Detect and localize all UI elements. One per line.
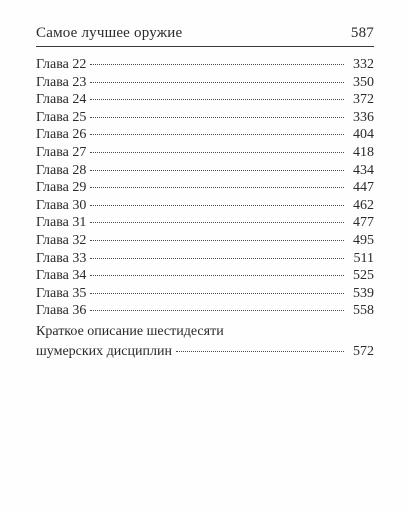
toc-entry (36, 74, 374, 92)
toc-entry-page: 539 (353, 285, 374, 301)
toc-entry-page: 332 (353, 57, 374, 72)
toc-entry (36, 285, 374, 303)
toc-entry-page: 462 (353, 197, 374, 213)
toc-entry (36, 232, 374, 250)
dot-leader (90, 152, 344, 153)
toc-final-entry-line2 (36, 343, 374, 363)
toc-entry-label: Глава 30 (36, 197, 87, 213)
toc-final-entry-line1 (36, 323, 374, 343)
toc-entry-label: Глава 34 (36, 268, 87, 284)
toc-entry-label: Глава 33 (36, 250, 87, 266)
dot-leader (90, 240, 344, 241)
toc-entry-label: Глава 32 (36, 232, 87, 248)
toc-entry-page: 572 (353, 343, 374, 359)
toc-entry-label: Глава 28 (36, 162, 87, 178)
dot-leader (90, 134, 344, 135)
dot-leader (90, 82, 344, 83)
dot-leader (90, 222, 344, 223)
toc-entry-page: 477 (353, 215, 374, 231)
toc-entry-page: 336 (353, 109, 374, 125)
toc-entry (36, 109, 374, 127)
toc-entry (36, 144, 374, 162)
dot-leader (90, 310, 344, 311)
toc-entry-label: Глава 24 (36, 92, 87, 108)
toc-entry-page: 434 (353, 162, 374, 178)
toc-entry (36, 179, 374, 197)
toc-entry-label: Глава 36 (36, 303, 87, 319)
toc-entry-page: 525 (353, 268, 374, 284)
toc-entry (36, 126, 374, 144)
toc-entry-page: 511 (353, 250, 374, 266)
dot-leader (90, 117, 344, 118)
toc-entry-label: Глава 26 (36, 127, 87, 143)
dot-leader (90, 258, 344, 259)
toc-entry (36, 197, 374, 215)
toc-entry (36, 214, 374, 232)
dot-leader (90, 64, 344, 65)
toc-entry-label: Глава 23 (36, 74, 87, 90)
toc-entry (36, 267, 374, 285)
toc-entry-label: Глава 35 (36, 285, 87, 301)
book-title: Самое лучшее оружие (36, 25, 183, 41)
table-of-contents (36, 56, 374, 363)
toc-entry-page: 558 (353, 303, 374, 319)
toc-entry (36, 56, 374, 74)
toc-entry-page: 350 (353, 74, 374, 90)
toc-entry-page: 447 (353, 180, 374, 196)
toc-entry-label: Глава 25 (36, 109, 87, 125)
toc-entry-label: Глава 29 (36, 180, 87, 196)
toc-entry-page: 404 (353, 127, 374, 143)
dot-leader (90, 99, 344, 100)
toc-entry (36, 302, 374, 320)
dot-leader (90, 170, 344, 171)
dot-leader (90, 205, 344, 206)
toc-entry-label: Глава 31 (36, 215, 87, 231)
dot-leader (90, 187, 344, 188)
toc-entry-page: 418 (353, 144, 374, 160)
toc-entry-label: Глава 22 (36, 57, 87, 72)
toc-entry-page: 372 (353, 92, 374, 108)
toc-entry (36, 162, 374, 180)
dot-leader (90, 275, 344, 276)
dot-leader (90, 293, 344, 294)
dot-leader (176, 351, 344, 352)
running-header (36, 20, 374, 47)
toc-entry-page: 495 (353, 232, 374, 248)
toc-entry (36, 250, 374, 268)
toc-entry-label-continuation: шумерских дисциплин (36, 343, 172, 359)
toc-entry-label: Глава 27 (36, 144, 87, 160)
page-number: 587 (350, 25, 374, 41)
toc-entry-label: Краткое описание шестидесяти (36, 323, 224, 339)
toc-entry (36, 91, 374, 109)
